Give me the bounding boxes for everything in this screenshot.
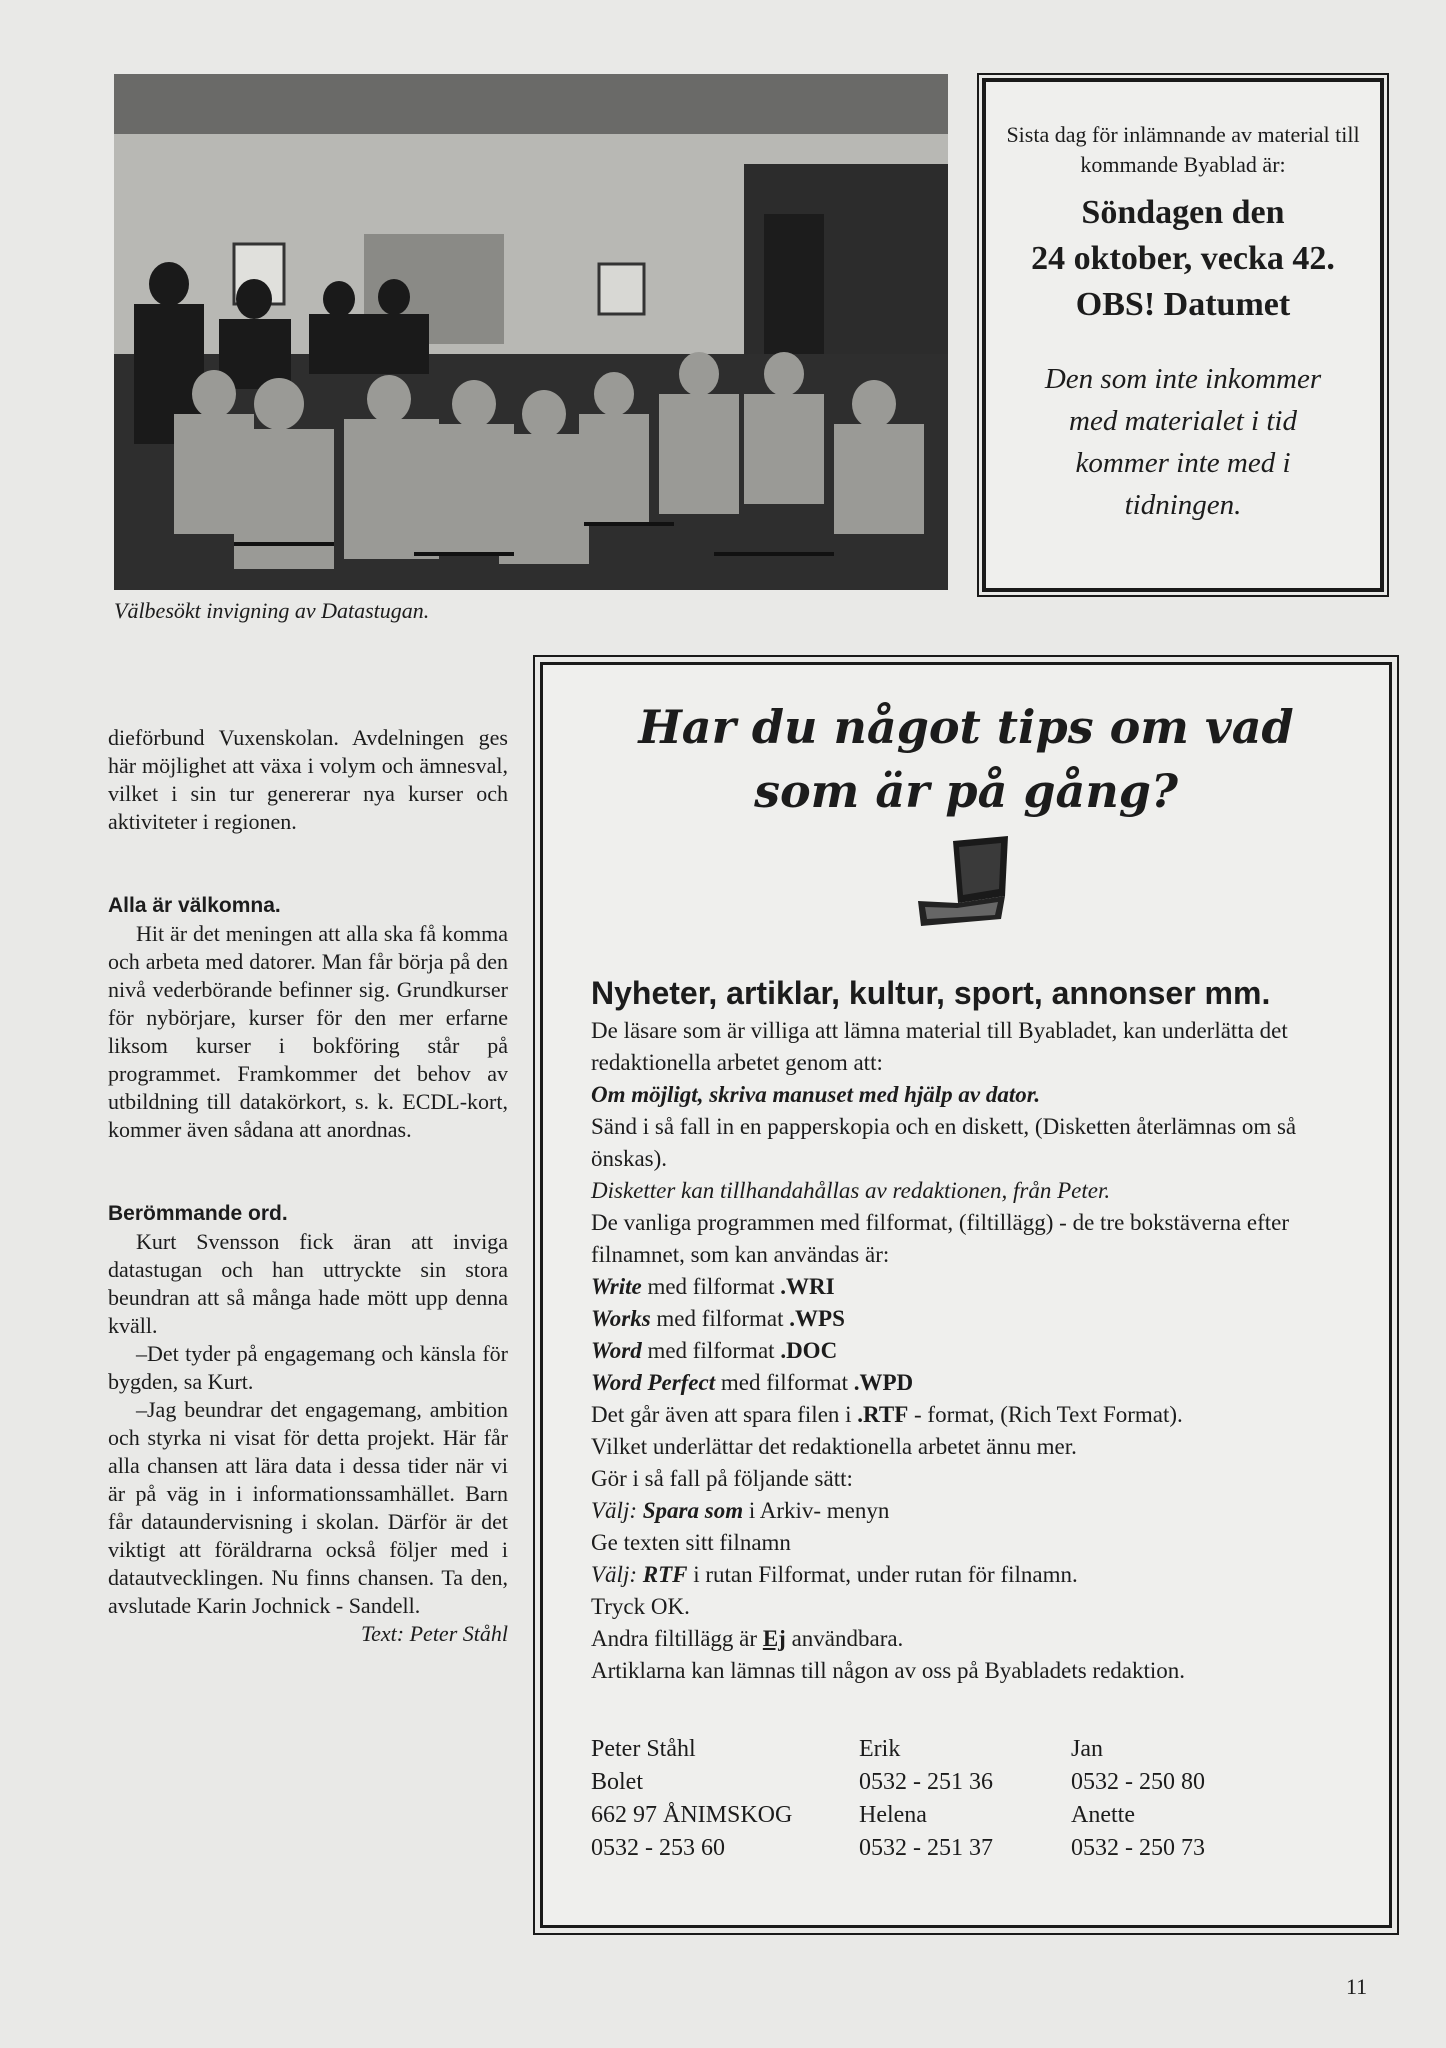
format-word: Word med filformat .DOC	[591, 1338, 838, 1363]
format-write: Write med filformat .WRI	[591, 1274, 835, 1299]
article-paragraph: –Det tyder på engagemang och känsla för bygden, sa Kurt.	[108, 1341, 508, 1394]
tips-step: Tryck OK.	[591, 1594, 690, 1619]
contact-line: Helena	[859, 1802, 927, 1828]
deadline-box	[982, 78, 1384, 592]
page-number: 11	[1346, 1974, 1368, 1999]
article-paragraph: Hit är det meningen att alla ska få komma och arbeta med datorer. Man får börja på den nivå vederbörande befinner sig. Grundkurser för nybörjare, kurser för den mer erfarne liksom kurser i bokföring står på programmet. Framkommer det behov av utbildning till datakörkort, s. k. ECDL-kort, kommer även sådana att anordnas.	[108, 921, 508, 1142]
deadline-date	[986, 190, 1380, 328]
contact-line: 0532 - 253 60	[591, 1835, 725, 1861]
tips-step: Välj: Spara som i Arkiv- menyn	[591, 1498, 890, 1523]
contact-column	[859, 1733, 993, 1865]
article-paragraph: Kurt Svensson fick äran att inviga datastugan och han uttryckte sin stora beundran att så många hade mött upp denna kväll.	[108, 1229, 508, 1338]
tips-step: Ge texten sitt filnamn	[591, 1530, 791, 1555]
contact-line: 0532 - 251 36	[859, 1769, 993, 1795]
tips-content	[591, 971, 1361, 1687]
contact-column	[1071, 1733, 1205, 1865]
tips-line: Sänd i så fall in en papperskopia och en diskett, (Disketten återlämnas om så önskas).	[591, 1114, 1297, 1171]
tips-other-line: Andra filtillägg är Ej användbara.	[591, 1626, 904, 1651]
tips-line: Artiklarna kan lämnas till någon av oss på Byabladets redaktion.	[591, 1658, 1186, 1683]
article-column	[108, 724, 508, 1648]
tips-rtf-line: Det går även att spara filen i .RTF - format, (Rich Text Format).	[591, 1402, 1183, 1427]
format-works: Works med filformat .WPS	[591, 1306, 845, 1331]
article-paragraph: dieförbund Vuxenskolan. Avdelningen ges här möjlighet att växa i volym och ämnesval, vilket i sin tur genererar nya kurser och aktiviteter i regionen.	[108, 725, 508, 834]
format-wordperfect: Word Perfect med filformat .WPD	[591, 1370, 914, 1395]
tips-line: Gör i så fall på följande sätt:	[591, 1466, 853, 1491]
contact-column	[591, 1733, 792, 1865]
deadline-intro: Sista dag för inlämnande av material till kommande Byablad är:	[1006, 122, 1360, 177]
contact-line: 0532 - 250 73	[1071, 1835, 1205, 1861]
deadline-date-line2: 24 oktober, vecka 42.	[1031, 240, 1335, 277]
tips-line: De läsare som är villiga att lämna material till Byabladet, kan underlätta det redaktionella arbetet genom att:	[591, 1018, 1288, 1075]
tips-line: Vilket underlättar det redaktionella arbetet ännu mer.	[591, 1434, 1077, 1459]
contact-line: 662 97 ÅNIMSKOG	[591, 1802, 793, 1828]
contact-line: Jan	[1071, 1736, 1103, 1762]
tips-step: Välj: RTF i rutan Filformat, under rutan för filnamn.	[591, 1562, 1078, 1587]
deadline-date-line1: Söndagen den	[1081, 194, 1285, 231]
contact-line: 0532 - 250 80	[1071, 1769, 1205, 1795]
tips-box	[540, 662, 1392, 1928]
tips-subheading: Nyheter, artiklar, kultur, sport, annonser mm.	[591, 975, 1271, 1011]
tips-line: De vanliga programmen med filformat, (filtillägg) - de tre bokstäverna efter filnamnet, som kan användas är:	[591, 1210, 1290, 1267]
event-photo	[114, 74, 948, 590]
article-signature: Text: Peter Ståhl	[360, 1621, 508, 1646]
tips-headline-line2: som är på gång?	[754, 764, 1178, 818]
contact-line: Erik	[859, 1736, 901, 1762]
contact-line: 0532 - 251 37	[859, 1835, 993, 1861]
tips-line: Om möjligt, skriva manuset med hjälp av dator.	[591, 1082, 1041, 1107]
contact-line: Peter Ståhl	[591, 1736, 696, 1762]
deadline-obs: OBS! Datumet	[1075, 286, 1291, 323]
article-paragraph: –Jag beundrar det engagemang, ambition och styrka ni visat för detta projekt. Här får alla chansen att lära data i dessa tider när vi är på väg in i informationssamhället. Barn får dataundervisning i skolan. Därför är det viktigt att föräldrarna också följer med i datautvecklingen. Nu finns chansen. Ta den, avslutade Karin Jochnick - Sandell.	[108, 1397, 508, 1618]
laptop-icon	[913, 831, 1013, 931]
article-heading: Alla är välkomna.	[108, 894, 281, 917]
tips-headline-line1: Har du något tips om vad	[638, 700, 1294, 754]
tips-line: Disketter kan tillhandahållas av redaktionen, från Peter.	[591, 1178, 1111, 1203]
contact-line: Bolet	[591, 1769, 643, 1795]
contact-line: Anette	[1071, 1802, 1135, 1828]
deadline-note: Den som inte inkommer med materialet i tid kommer inte med i tidningen.	[1044, 363, 1322, 521]
photo-caption: Välbesökt invigning av Datastugan.	[114, 598, 430, 623]
article-heading: Berömmande ord.	[108, 1202, 288, 1225]
tips-headline	[543, 695, 1389, 823]
